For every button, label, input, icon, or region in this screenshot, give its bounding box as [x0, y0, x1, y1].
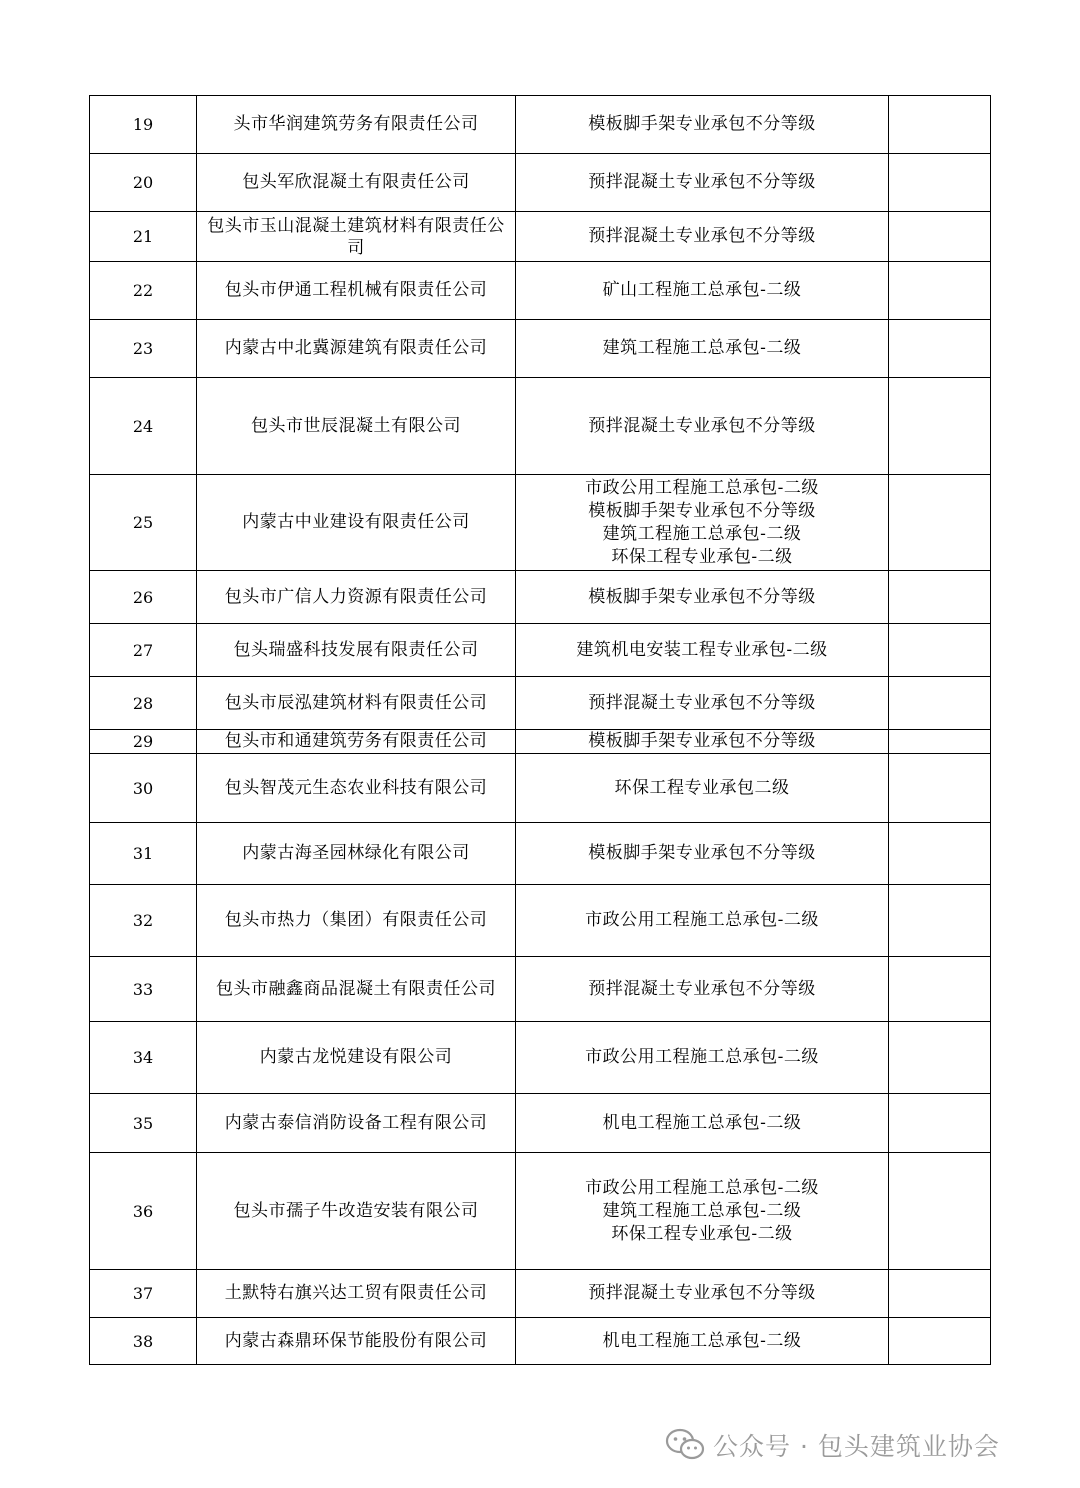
table-body	[90, 96, 991, 1365]
table-row	[90, 571, 991, 624]
watermark	[665, 1425, 1000, 1465]
remarks-cell	[889, 730, 991, 754]
row-number: 27	[90, 624, 197, 677]
remarks-cell	[889, 475, 991, 571]
remarks-cell	[889, 1094, 991, 1153]
company-name: 包头智茂元生态农业科技有限公司	[197, 754, 516, 823]
qualification-cell	[516, 262, 889, 320]
row-number: 32	[90, 885, 197, 957]
remarks-cell	[889, 677, 991, 730]
wechat-icon	[665, 1428, 705, 1462]
remarks-cell	[889, 1270, 991, 1318]
qualification-item: 市政公用工程施工总承包-二级	[585, 910, 819, 930]
company-name: 土默特右旗兴达工贸有限责任公司	[197, 1270, 516, 1318]
table-row	[90, 677, 991, 730]
row-number: 35	[90, 1094, 197, 1153]
row-number: 31	[90, 823, 197, 885]
company-name: 包头市热力（集团）有限责任公司	[197, 885, 516, 957]
qualification-cell	[516, 320, 889, 378]
table-row	[90, 885, 991, 957]
qualification-item: 预拌混凝土专业承包不分等级	[588, 692, 816, 713]
qualification-cell	[516, 624, 889, 677]
table-row	[90, 1270, 991, 1318]
row-number: 37	[90, 1270, 197, 1318]
qualification-item: 建筑工程施工总承包-二级	[602, 1200, 802, 1221]
row-number: 21	[90, 212, 197, 262]
remarks-cell	[889, 154, 991, 212]
table-row	[90, 1318, 991, 1365]
qualification-item: 机电工程施工总承包-二级	[602, 1112, 802, 1133]
qualification-item: 预拌混凝土专业承包不分等级	[588, 978, 816, 999]
remarks-cell	[889, 624, 991, 677]
qualification-item: 建筑机电安装工程专业承包-二级	[576, 639, 828, 660]
row-number: 38	[90, 1318, 197, 1365]
company-name: 包头市辰泓建筑材料有限责任公司	[197, 677, 516, 730]
qualification-item: 市政公用工程施工总承包-二级	[585, 1177, 819, 1198]
company-name: 内蒙古龙悦建设有限公司	[197, 1022, 516, 1094]
qualification-cell	[516, 1094, 889, 1153]
company-name: 头市华润建筑劳务有限责任公司	[197, 96, 516, 154]
remarks-cell	[889, 320, 991, 378]
table-row	[90, 320, 991, 378]
row-number: 29	[90, 730, 197, 754]
company-name: 内蒙古海圣园林绿化有限公司	[197, 823, 516, 885]
qualification-cell	[516, 730, 889, 754]
qualification-cell	[516, 823, 889, 885]
row-number: 19	[90, 96, 197, 154]
company-name: 包头市玉山混凝土建筑材料有限责任公司	[197, 212, 516, 262]
qualification-item: 预拌混凝土专业承包不分等级	[588, 415, 816, 436]
qualification-item: 市政公用工程施工总承包-二级	[585, 1047, 819, 1067]
qualification-cell	[516, 677, 889, 730]
qualification-cell	[516, 212, 889, 262]
table-row	[90, 730, 991, 754]
remarks-cell	[889, 1022, 991, 1094]
remarks-cell	[889, 885, 991, 957]
company-name: 包头市伊通工程机械有限责任公司	[197, 262, 516, 320]
table-row	[90, 624, 991, 677]
remarks-cell	[889, 957, 991, 1022]
qualification-item: 环保工程专业承包-二级	[611, 546, 793, 567]
company-name: 内蒙古中业建设有限责任公司	[197, 475, 516, 571]
qualification-cell	[516, 96, 889, 154]
table-row	[90, 823, 991, 885]
company-name: 包头瑞盛科技发展有限责任公司	[197, 624, 516, 677]
qualification-cell	[516, 475, 889, 571]
watermark-text: 公众号 · 包头建筑业协会	[713, 1432, 1000, 1461]
company-name: 内蒙古泰信消防设备工程有限公司	[197, 1094, 516, 1153]
company-qualification-table	[89, 95, 990, 1365]
qualification-item: 模板脚手架专业承包不分等级	[588, 114, 816, 134]
qualification-item: 建筑工程施工总承包-二级	[602, 338, 802, 358]
qualification-item: 预拌混凝土专业承包不分等级	[588, 172, 816, 192]
qualification-cell	[516, 1153, 889, 1270]
qualification-item: 模板脚手架专业承包不分等级	[588, 843, 816, 863]
qualification-item: 市政公用工程施工总承包-二级	[585, 477, 819, 498]
table-row	[90, 212, 991, 262]
table-row	[90, 1094, 991, 1153]
company-name: 内蒙古中北冀源建筑有限责任公司	[197, 320, 516, 378]
qualification-cell	[516, 154, 889, 212]
remarks-cell	[889, 212, 991, 262]
company-name: 包头市广信人力资源有限责任公司	[197, 571, 516, 624]
qualification-item: 模板脚手架专业承包不分等级	[588, 500, 816, 521]
remarks-cell	[889, 378, 991, 475]
row-number: 24	[90, 378, 197, 475]
table-row	[90, 475, 991, 571]
qualification-item: 模板脚手架专业承包不分等级	[588, 731, 816, 751]
remarks-cell	[889, 262, 991, 320]
qualification-cell	[516, 957, 889, 1022]
qualification-item: 环保工程专业承包-二级	[611, 1223, 793, 1244]
qualification-item: 矿山工程施工总承包-二级	[602, 280, 802, 300]
qualification-item: 模板脚手架专业承包不分等级	[588, 586, 816, 607]
qualification-cell	[516, 571, 889, 624]
row-number: 23	[90, 320, 197, 378]
row-number: 33	[90, 957, 197, 1022]
row-number: 20	[90, 154, 197, 212]
table-row	[90, 1153, 991, 1270]
company-name: 包头市融鑫商品混凝土有限责任公司	[197, 957, 516, 1022]
remarks-cell	[889, 1153, 991, 1270]
table-row	[90, 378, 991, 475]
qualification-cell	[516, 1318, 889, 1365]
remarks-cell	[889, 96, 991, 154]
qualification-cell	[516, 1270, 889, 1318]
table-row	[90, 1022, 991, 1094]
table	[89, 95, 991, 1365]
table-row	[90, 957, 991, 1022]
table-row	[90, 754, 991, 823]
qualification-cell	[516, 378, 889, 475]
company-name: 包头市和通建筑劳务有限责任公司	[197, 730, 516, 754]
company-name: 内蒙古森鼎环保节能股份有限公司	[197, 1318, 516, 1365]
row-number: 28	[90, 677, 197, 730]
row-number: 34	[90, 1022, 197, 1094]
remarks-cell	[889, 571, 991, 624]
qualification-item: 建筑工程施工总承包-二级	[602, 523, 802, 544]
table-row	[90, 96, 991, 154]
company-name: 包头市世辰混凝土有限公司	[197, 378, 516, 475]
row-number: 25	[90, 475, 197, 571]
row-number: 22	[90, 262, 197, 320]
qualification-cell	[516, 1022, 889, 1094]
remarks-cell	[889, 754, 991, 823]
row-number: 26	[90, 571, 197, 624]
table-row	[90, 154, 991, 212]
row-number: 36	[90, 1153, 197, 1270]
qualification-cell	[516, 885, 889, 957]
table-row	[90, 262, 991, 320]
qualification-item: 预拌混凝土专业承包不分等级	[588, 1283, 816, 1303]
qualification-item: 环保工程专业承包二级	[614, 777, 790, 798]
qualification-item: 机电工程施工总承包-二级	[602, 1330, 802, 1351]
qualification-item: 预拌混凝土专业承包不分等级	[588, 226, 816, 246]
qualification-cell	[516, 754, 889, 823]
remarks-cell	[889, 823, 991, 885]
company-name: 包头市孺子牛改造安装有限公司	[197, 1153, 516, 1270]
row-number: 30	[90, 754, 197, 823]
company-name: 包头军欣混凝土有限责任公司	[197, 154, 516, 212]
remarks-cell	[889, 1318, 991, 1365]
